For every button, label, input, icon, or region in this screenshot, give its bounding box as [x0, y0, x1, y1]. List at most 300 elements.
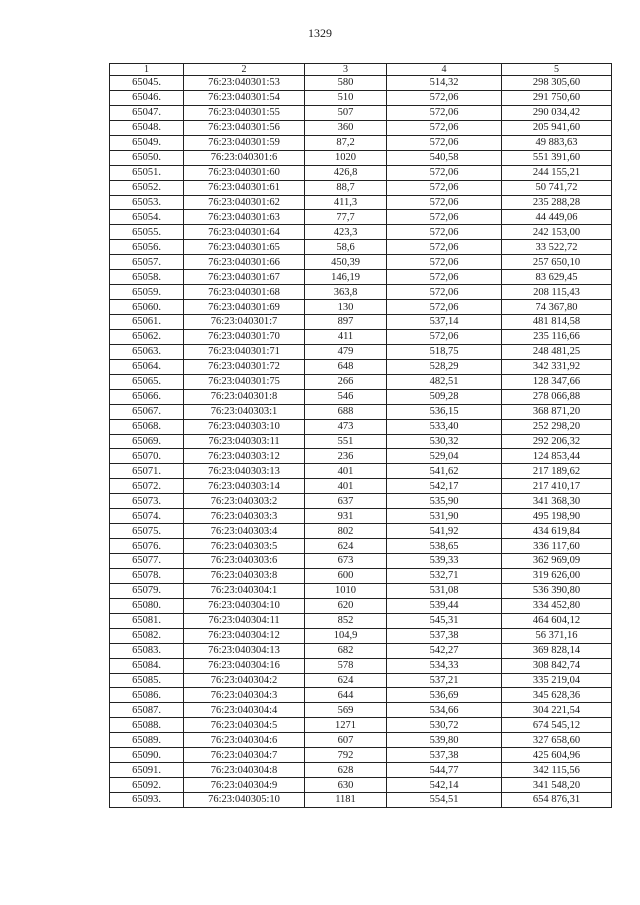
- table-cell: 514,32: [387, 76, 502, 91]
- table-cell: 572,06: [387, 180, 502, 195]
- table-cell: 792: [305, 748, 387, 763]
- table-cell: 518,75: [387, 344, 502, 359]
- table-row: [110, 359, 612, 374]
- table-cell: 569: [305, 703, 387, 718]
- table-cell: 529,04: [387, 449, 502, 464]
- table-row: [110, 344, 612, 359]
- table-row: [110, 180, 612, 195]
- table-cell: 682: [305, 643, 387, 658]
- table-cell: 76:23:040301:64: [184, 225, 305, 240]
- table-cell: 65092.: [110, 778, 184, 793]
- table-cell: 65067.: [110, 404, 184, 419]
- table-cell: 401: [305, 464, 387, 479]
- table-cell: 124 853,44: [502, 449, 612, 464]
- table-cell: 65056.: [110, 240, 184, 255]
- table-cell: 537,38: [387, 748, 502, 763]
- table-cell: 65061.: [110, 315, 184, 330]
- table-cell: 76:23:040304:7: [184, 748, 305, 763]
- table-cell: 76:23:040301:56: [184, 120, 305, 135]
- table-cell: 65093.: [110, 793, 184, 808]
- table-cell: 539,33: [387, 554, 502, 569]
- table-cell: 76:23:040304:6: [184, 733, 305, 748]
- table-cell: 648: [305, 359, 387, 374]
- table-cell: 541,62: [387, 464, 502, 479]
- table-row: [110, 568, 612, 583]
- table-cell: 65050.: [110, 150, 184, 165]
- table-cell: 244 155,21: [502, 165, 612, 180]
- table-cell: 205 941,60: [502, 120, 612, 135]
- table-cell: 76:23:040304:10: [184, 598, 305, 613]
- table-cell: 600: [305, 568, 387, 583]
- table-header-row: [110, 64, 612, 76]
- table-cell: 65080.: [110, 598, 184, 613]
- table-row: [110, 778, 612, 793]
- table-cell: 572,06: [387, 105, 502, 120]
- table-cell: 291 750,60: [502, 90, 612, 105]
- table-cell: 278 066,88: [502, 389, 612, 404]
- table-cell: 257 650,10: [502, 255, 612, 270]
- table-cell: 341 368,30: [502, 494, 612, 509]
- table-cell: 65062.: [110, 329, 184, 344]
- table-cell: 1181: [305, 793, 387, 808]
- table-cell: 76:23:040303:11: [184, 434, 305, 449]
- table-row: [110, 733, 612, 748]
- table-cell: 539,44: [387, 598, 502, 613]
- table-row: [110, 598, 612, 613]
- table-cell: 607: [305, 733, 387, 748]
- table-cell: 65076.: [110, 539, 184, 554]
- table-cell: 572,06: [387, 329, 502, 344]
- table-cell: 65053.: [110, 195, 184, 210]
- table-cell: 65049.: [110, 135, 184, 150]
- table-row: [110, 509, 612, 524]
- table-cell: 76:23:040303:14: [184, 479, 305, 494]
- table-cell: 76:23:040303:2: [184, 494, 305, 509]
- table-cell: 572,06: [387, 300, 502, 315]
- table-cell: 76:23:040301:67: [184, 270, 305, 285]
- table-cell: 580: [305, 76, 387, 91]
- table-cell: 1020: [305, 150, 387, 165]
- table-row: [110, 195, 612, 210]
- table-cell: 76:23:040301:53: [184, 76, 305, 91]
- table-row: [110, 374, 612, 389]
- table-cell: 65081.: [110, 613, 184, 628]
- table-cell: 572,06: [387, 90, 502, 105]
- table-cell: 363,8: [305, 285, 387, 300]
- table-cell: 546: [305, 389, 387, 404]
- table-cell: 319 626,00: [502, 568, 612, 583]
- table-cell: 537,14: [387, 315, 502, 330]
- table-row: [110, 285, 612, 300]
- table-cell: 76:23:040304:13: [184, 643, 305, 658]
- table-cell: 128 347,66: [502, 374, 612, 389]
- page-number: 1329: [308, 26, 332, 40]
- table-cell: 327 658,60: [502, 733, 612, 748]
- table-cell: 87,2: [305, 135, 387, 150]
- table-cell: 65048.: [110, 120, 184, 135]
- table-cell: 65075.: [110, 524, 184, 539]
- table-cell: 65063.: [110, 344, 184, 359]
- table-cell: 76:23:040301:54: [184, 90, 305, 105]
- table-cell: 539,80: [387, 733, 502, 748]
- table-cell: 65082.: [110, 628, 184, 643]
- table-cell: 341 548,20: [502, 778, 612, 793]
- table-cell: 578: [305, 658, 387, 673]
- table-cell: 65078.: [110, 568, 184, 583]
- table-cell: 495 198,90: [502, 509, 612, 524]
- table-cell: 76:23:040304:16: [184, 658, 305, 673]
- table-cell: 554,51: [387, 793, 502, 808]
- table-cell: 76:23:040303:5: [184, 539, 305, 554]
- table-cell: 65091.: [110, 763, 184, 778]
- table-cell: 509,28: [387, 389, 502, 404]
- table-row: [110, 150, 612, 165]
- table-cell: 897: [305, 315, 387, 330]
- table-cell: 531,90: [387, 509, 502, 524]
- table-cell: 76:23:040301:59: [184, 135, 305, 150]
- table-cell: 76:23:040304:11: [184, 613, 305, 628]
- table-row: [110, 76, 612, 91]
- table-cell: 450,39: [305, 255, 387, 270]
- table-cell: 130: [305, 300, 387, 315]
- table-cell: 542,17: [387, 479, 502, 494]
- table-cell: 540,58: [387, 150, 502, 165]
- table-cell: 65046.: [110, 90, 184, 105]
- table-cell: 345 628,36: [502, 688, 612, 703]
- table-row: [110, 255, 612, 270]
- table-row: [110, 643, 612, 658]
- table-cell: 76:23:040303:4: [184, 524, 305, 539]
- table-cell: 292 206,32: [502, 434, 612, 449]
- column-header: 1: [110, 64, 184, 76]
- table-cell: 360: [305, 120, 387, 135]
- table-cell: 248 481,25: [502, 344, 612, 359]
- table-cell: 572,06: [387, 165, 502, 180]
- table-row: [110, 479, 612, 494]
- table-cell: 76:23:040304:5: [184, 718, 305, 733]
- column-header: 5: [502, 64, 612, 76]
- table-cell: 266: [305, 374, 387, 389]
- table-cell: 532,71: [387, 568, 502, 583]
- table-cell: 236: [305, 449, 387, 464]
- table-cell: 624: [305, 673, 387, 688]
- table-cell: 242 153,00: [502, 225, 612, 240]
- table-cell: 572,06: [387, 285, 502, 300]
- table-cell: 77,7: [305, 210, 387, 225]
- table-row: [110, 419, 612, 434]
- table-cell: 65060.: [110, 300, 184, 315]
- table-cell: 50 741,72: [502, 180, 612, 195]
- table-cell: 65051.: [110, 165, 184, 180]
- table-cell: 537,38: [387, 628, 502, 643]
- table-cell: 76:23:040304:4: [184, 703, 305, 718]
- table-cell: 58,6: [305, 240, 387, 255]
- table-cell: 65054.: [110, 210, 184, 225]
- table-cell: 65066.: [110, 389, 184, 404]
- table-cell: 362 969,09: [502, 554, 612, 569]
- table-cell: 536,15: [387, 404, 502, 419]
- table-cell: 572,06: [387, 195, 502, 210]
- table-cell: 434 619,84: [502, 524, 612, 539]
- table-cell: 76:23:040303:12: [184, 449, 305, 464]
- table-cell: 628: [305, 763, 387, 778]
- table-cell: 65057.: [110, 255, 184, 270]
- table-cell: 146,19: [305, 270, 387, 285]
- table-cell: 535,90: [387, 494, 502, 509]
- table-row: [110, 105, 612, 120]
- table-cell: 33 522,72: [502, 240, 612, 255]
- table-cell: 342 331,92: [502, 359, 612, 374]
- table-cell: 473: [305, 419, 387, 434]
- table-cell: 308 842,74: [502, 658, 612, 673]
- table-cell: 76:23:040305:10: [184, 793, 305, 808]
- table-row: [110, 718, 612, 733]
- table-cell: 76:23:040304:2: [184, 673, 305, 688]
- table-cell: 572,06: [387, 135, 502, 150]
- table-cell: 65087.: [110, 703, 184, 718]
- table-row: [110, 658, 612, 673]
- table-cell: 688: [305, 404, 387, 419]
- table-cell: 368 871,20: [502, 404, 612, 419]
- table-cell: 852: [305, 613, 387, 628]
- table-cell: 76:23:040301:69: [184, 300, 305, 315]
- table-cell: 65071.: [110, 464, 184, 479]
- table-cell: 76:23:040301:55: [184, 105, 305, 120]
- table-cell: 528,29: [387, 359, 502, 374]
- table-cell: 369 828,14: [502, 643, 612, 658]
- table-cell: 76:23:040301:62: [184, 195, 305, 210]
- table-row: [110, 270, 612, 285]
- table-row: [110, 464, 612, 479]
- table-cell: 65045.: [110, 76, 184, 91]
- table-cell: 65083.: [110, 643, 184, 658]
- table-cell: 76:23:040301:60: [184, 165, 305, 180]
- table-cell: 65084.: [110, 658, 184, 673]
- table-cell: 931: [305, 509, 387, 524]
- table-cell: 65077.: [110, 554, 184, 569]
- table-row: [110, 300, 612, 315]
- table-cell: 76:23:040301:66: [184, 255, 305, 270]
- table-cell: 425 604,96: [502, 748, 612, 763]
- table-cell: 76:23:040301:8: [184, 389, 305, 404]
- table-cell: 572,06: [387, 240, 502, 255]
- table-cell: 65085.: [110, 673, 184, 688]
- table-cell: 507: [305, 105, 387, 120]
- table-cell: 88,7: [305, 180, 387, 195]
- table-cell: 65074.: [110, 509, 184, 524]
- table-cell: 342 115,56: [502, 763, 612, 778]
- table-cell: 536,69: [387, 688, 502, 703]
- table-cell: 298 305,60: [502, 76, 612, 91]
- table-row: [110, 210, 612, 225]
- table-cell: 304 221,54: [502, 703, 612, 718]
- table-cell: 534,33: [387, 658, 502, 673]
- table-cell: 76:23:040301:63: [184, 210, 305, 225]
- table-cell: 464 604,12: [502, 613, 612, 628]
- table-cell: 65055.: [110, 225, 184, 240]
- table-cell: 76:23:040301:71: [184, 344, 305, 359]
- table-cell: 1010: [305, 583, 387, 598]
- table-row: [110, 404, 612, 419]
- table-cell: 644: [305, 688, 387, 703]
- table-cell: 208 115,43: [502, 285, 612, 300]
- table-cell: 674 545,12: [502, 718, 612, 733]
- table-cell: 531,08: [387, 583, 502, 598]
- table-row: [110, 449, 612, 464]
- table-cell: 76:23:040301:65: [184, 240, 305, 255]
- table-cell: 76:23:040301:61: [184, 180, 305, 195]
- table-cell: 76:23:040304:9: [184, 778, 305, 793]
- table-cell: 572,06: [387, 270, 502, 285]
- table-cell: 65052.: [110, 180, 184, 195]
- table-row: [110, 165, 612, 180]
- table-row: [110, 613, 612, 628]
- table-cell: 482,51: [387, 374, 502, 389]
- table-cell: 551: [305, 434, 387, 449]
- table-cell: 76:23:040304:3: [184, 688, 305, 703]
- table-cell: 572,06: [387, 225, 502, 240]
- table-cell: 530,72: [387, 718, 502, 733]
- table-cell: 637: [305, 494, 387, 509]
- table-cell: 49 883,63: [502, 135, 612, 150]
- table-row: [110, 748, 612, 763]
- table-cell: 65059.: [110, 285, 184, 300]
- table-cell: 1271: [305, 718, 387, 733]
- table-row: [110, 494, 612, 509]
- table-cell: 620: [305, 598, 387, 613]
- table-row: [110, 703, 612, 718]
- table-cell: 76:23:040303:10: [184, 419, 305, 434]
- table-cell: 76:23:040303:6: [184, 554, 305, 569]
- table-row: [110, 329, 612, 344]
- table-cell: 76:23:040303:8: [184, 568, 305, 583]
- column-header: 3: [305, 64, 387, 76]
- table-cell: 510: [305, 90, 387, 105]
- table-cell: 481 814,58: [502, 315, 612, 330]
- table-cell: 65058.: [110, 270, 184, 285]
- table-cell: 551 391,60: [502, 150, 612, 165]
- table-row: [110, 524, 612, 539]
- table-cell: 217 410,17: [502, 479, 612, 494]
- table-cell: 572,06: [387, 210, 502, 225]
- table-cell: 530,32: [387, 434, 502, 449]
- table-cell: 335 219,04: [502, 673, 612, 688]
- table-cell: 545,31: [387, 613, 502, 628]
- table-cell: 541,92: [387, 524, 502, 539]
- column-header: 2: [184, 64, 305, 76]
- table-cell: 538,65: [387, 539, 502, 554]
- table-cell: 65065.: [110, 374, 184, 389]
- table-cell: 104,9: [305, 628, 387, 643]
- table-cell: 534,66: [387, 703, 502, 718]
- table-row: [110, 120, 612, 135]
- table-cell: 76:23:040304:1: [184, 583, 305, 598]
- table-cell: 401: [305, 479, 387, 494]
- table-cell: 76:23:040303:1: [184, 404, 305, 419]
- table-cell: 76:23:040304:8: [184, 763, 305, 778]
- table-row: [110, 539, 612, 554]
- table-cell: 572,06: [387, 120, 502, 135]
- table-cell: 252 298,20: [502, 419, 612, 434]
- table-cell: 411: [305, 329, 387, 344]
- table-row: [110, 135, 612, 150]
- table-row: [110, 240, 612, 255]
- table-cell: 426,8: [305, 165, 387, 180]
- table-cell: 336 117,60: [502, 539, 612, 554]
- table-row: [110, 628, 612, 643]
- table-row: [110, 225, 612, 240]
- table-row: [110, 554, 612, 569]
- table-cell: 76:23:040304:12: [184, 628, 305, 643]
- table-cell: 65047.: [110, 105, 184, 120]
- table-cell: 572,06: [387, 255, 502, 270]
- table-cell: 479: [305, 344, 387, 359]
- table-cell: 533,40: [387, 419, 502, 434]
- table-cell: 65089.: [110, 733, 184, 748]
- column-header: 4: [387, 64, 502, 76]
- table-cell: 217 189,62: [502, 464, 612, 479]
- table-cell: 624: [305, 539, 387, 554]
- table-cell: 542,14: [387, 778, 502, 793]
- table-cell: 290 034,42: [502, 105, 612, 120]
- table-cell: 65088.: [110, 718, 184, 733]
- table-cell: 235 288,28: [502, 195, 612, 210]
- table-cell: 654 876,31: [502, 793, 612, 808]
- table-cell: 76:23:040301:75: [184, 374, 305, 389]
- table-cell: 411,3: [305, 195, 387, 210]
- table-row: [110, 315, 612, 330]
- table-cell: 65072.: [110, 479, 184, 494]
- table-cell: 76:23:040301:7: [184, 315, 305, 330]
- table-row: [110, 793, 612, 808]
- table-row: [110, 434, 612, 449]
- table-cell: 65069.: [110, 434, 184, 449]
- table-cell: 76:23:040301:72: [184, 359, 305, 374]
- table-cell: 536 390,80: [502, 583, 612, 598]
- table-row: [110, 583, 612, 598]
- table-cell: 76:23:040301:68: [184, 285, 305, 300]
- table-row: [110, 389, 612, 404]
- table-cell: 65064.: [110, 359, 184, 374]
- table-cell: 630: [305, 778, 387, 793]
- table-cell: 65068.: [110, 419, 184, 434]
- table-cell: 44 449,06: [502, 210, 612, 225]
- table-cell: 544,77: [387, 763, 502, 778]
- table-cell: 334 452,80: [502, 598, 612, 613]
- table-cell: 74 367,80: [502, 300, 612, 315]
- table-cell: 76:23:040301:6: [184, 150, 305, 165]
- table-cell: 83 629,45: [502, 270, 612, 285]
- table-cell: 76:23:040303:3: [184, 509, 305, 524]
- cadastral-value-table: [109, 63, 612, 808]
- table-cell: 65070.: [110, 449, 184, 464]
- table-cell: 423,3: [305, 225, 387, 240]
- table-cell: 65079.: [110, 583, 184, 598]
- table-cell: 802: [305, 524, 387, 539]
- table-cell: 65090.: [110, 748, 184, 763]
- table-cell: 673: [305, 554, 387, 569]
- table-cell: 56 371,16: [502, 628, 612, 643]
- table-row: [110, 673, 612, 688]
- table-row: [110, 763, 612, 778]
- table-cell: 65086.: [110, 688, 184, 703]
- table-cell: 537,21: [387, 673, 502, 688]
- table-cell: 65073.: [110, 494, 184, 509]
- table-row: [110, 688, 612, 703]
- table-cell: 235 116,66: [502, 329, 612, 344]
- table-row: [110, 90, 612, 105]
- table-cell: 76:23:040303:13: [184, 464, 305, 479]
